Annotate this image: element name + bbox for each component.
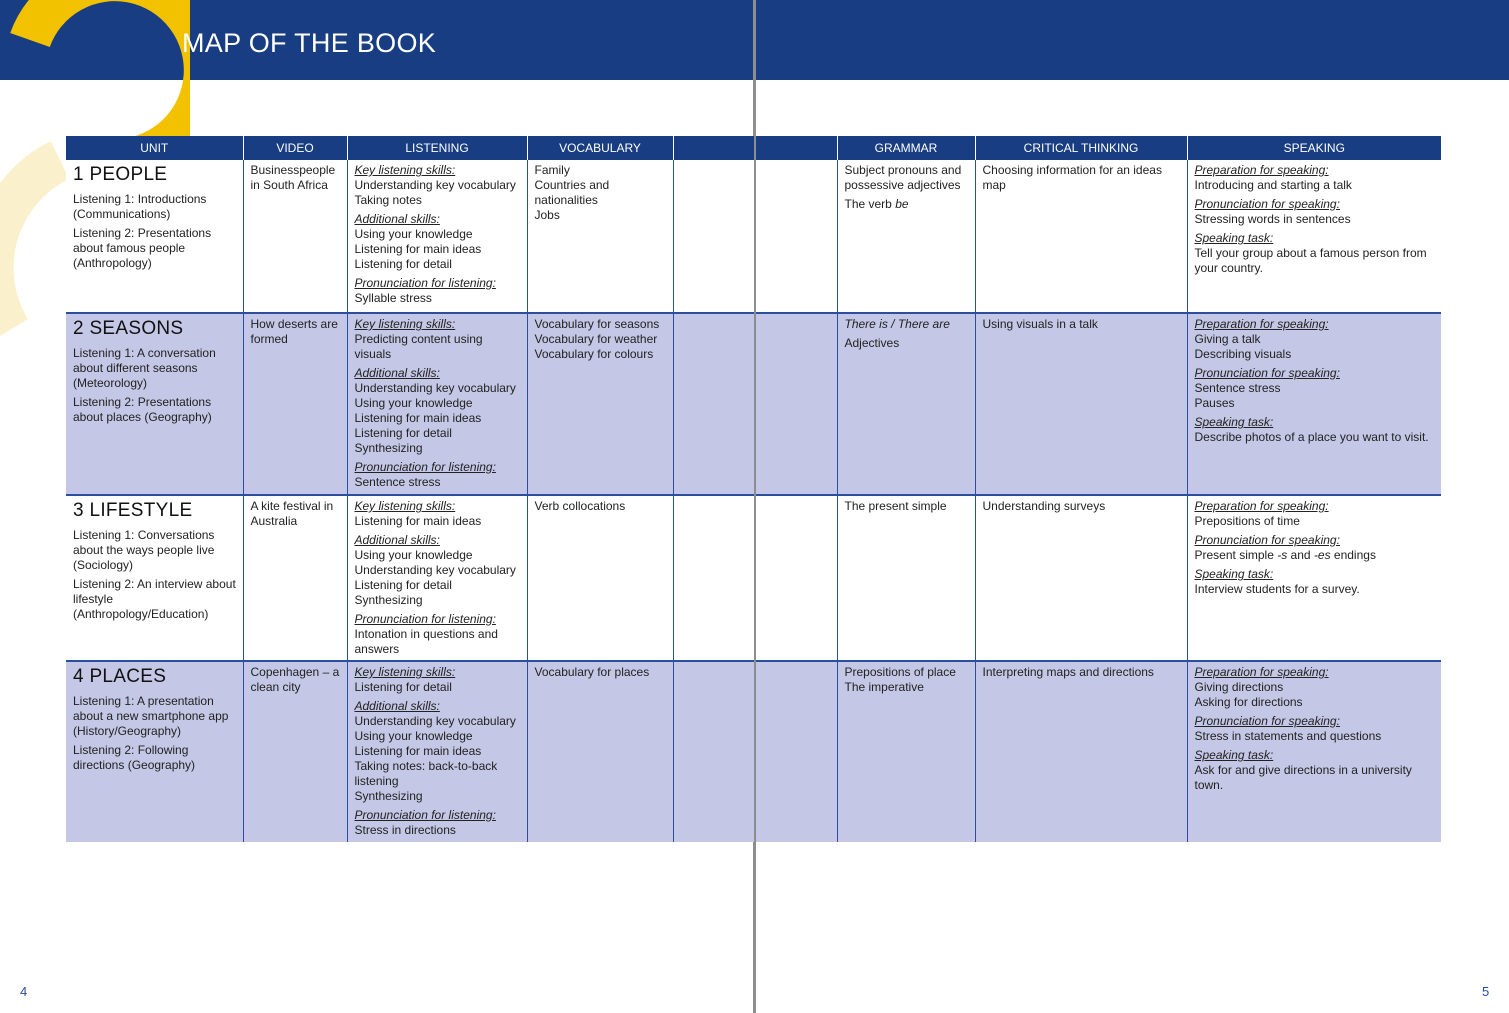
speaking-cell bbox=[1187, 661, 1441, 842]
grammar-cell bbox=[837, 495, 975, 661]
critical-thinking-cell bbox=[975, 313, 1187, 495]
table-row bbox=[66, 313, 754, 495]
unit-title: 1 PEOPLE bbox=[73, 164, 168, 185]
grammar-item: The imperative bbox=[844, 680, 924, 694]
table-row bbox=[66, 661, 754, 842]
skill-item: Asking for directions bbox=[1194, 695, 1303, 709]
skill-item: Introducing and starting a talk bbox=[1194, 178, 1352, 192]
col-header-unit: UNIT bbox=[66, 136, 243, 160]
critical-thinking-text: Choosing information for an ideas map bbox=[982, 163, 1162, 192]
pronunciation-speaking-heading: Pronunciation for speaking: bbox=[1194, 533, 1340, 547]
vocab-item: Family bbox=[534, 163, 570, 177]
skill-item bbox=[1195, 548, 1436, 563]
speaking-task-heading: Speaking task: bbox=[1194, 231, 1274, 245]
unit-title: 3 LIFESTYLE bbox=[73, 500, 193, 521]
speaking-task: Describe photos of a place you want to visit. bbox=[1194, 430, 1429, 444]
skill-item: Using your knowledge bbox=[354, 729, 473, 743]
unit-listening-2: Listening 2: An interview about lifestyle (Anthropology/Education) bbox=[73, 577, 236, 621]
grammar-text: The verb bbox=[844, 197, 896, 211]
pronunciation-speaking-heading: Pronunciation for speaking: bbox=[1194, 197, 1340, 211]
key-listening-heading: Key listening skills: bbox=[354, 317, 456, 331]
page-title: MAP OF THE BOOK bbox=[182, 28, 437, 58]
vocab-item: Vocabulary for places bbox=[534, 665, 650, 679]
pron-suffix-s: -s bbox=[1277, 548, 1288, 562]
grammar-item bbox=[845, 197, 969, 212]
skill-item: Syllable stress bbox=[354, 291, 432, 305]
skill-item: Taking notes bbox=[354, 193, 422, 207]
additional-skills-heading: Additional skills: bbox=[354, 533, 440, 547]
empty-cell bbox=[673, 661, 754, 842]
video-cell bbox=[243, 160, 347, 313]
skill-item: Listening for detail bbox=[354, 680, 452, 694]
speaking-task: Ask for and give directions in a university town. bbox=[1194, 763, 1412, 792]
col-header-critical-thinking: CRITICAL THINKING bbox=[975, 136, 1187, 160]
vocab-item: Verb collocations bbox=[534, 499, 626, 513]
table-row bbox=[66, 495, 754, 661]
grammar-item: Subject pronouns and possessive adjectives bbox=[844, 163, 962, 192]
listening-cell bbox=[347, 160, 527, 313]
prep-speaking-heading: Preparation for speaking: bbox=[1194, 665, 1329, 679]
skill-item: Synthesizing bbox=[354, 593, 423, 607]
skill-item: Listening for detail bbox=[354, 578, 452, 592]
vocab-item: Countries and nationalities bbox=[534, 178, 610, 207]
unit-listening-2: Listening 2: Presentations about famous people (Anthropology) bbox=[73, 226, 212, 270]
grammar-item: There is / There are bbox=[844, 317, 950, 331]
pronunciation-listening-heading: Pronunciation for listening: bbox=[354, 460, 496, 474]
speaking-cell bbox=[1187, 495, 1441, 661]
skill-item: Predicting content using visuals bbox=[354, 332, 483, 361]
page-number-right: 5 bbox=[1482, 984, 1490, 999]
speaking-cell bbox=[1187, 160, 1441, 313]
video-title: Copenhagen – a clean city bbox=[250, 665, 340, 694]
skill-item: Listening for main ideas bbox=[354, 744, 482, 758]
skill-item: Synthesizing bbox=[354, 441, 423, 455]
unit-cell bbox=[66, 661, 243, 842]
prep-speaking-heading: Preparation for speaking: bbox=[1194, 163, 1329, 177]
header-band-right bbox=[756, 0, 1509, 80]
grammar-item: Prepositions of place bbox=[844, 665, 956, 679]
unit-listening-1: Listening 1: Introductions (Communications) bbox=[73, 192, 207, 221]
col-header-speaking: SPEAKING bbox=[1187, 136, 1441, 160]
empty-cell bbox=[756, 313, 837, 495]
skill-item: Synthesizing bbox=[354, 789, 423, 803]
grammar-cell bbox=[837, 160, 975, 313]
unit-listening-1: Listening 1: Conversations about the ways people live (Sociology) bbox=[73, 528, 215, 572]
skill-item: Listening for main ideas bbox=[354, 242, 482, 256]
critical-thinking-cell bbox=[975, 160, 1187, 313]
grammar-text-italic: be bbox=[895, 197, 909, 211]
skill-item: Sentence stress bbox=[354, 475, 441, 489]
pronunciation-listening-heading: Pronunciation for listening: bbox=[354, 612, 496, 626]
skill-item: Listening for detail bbox=[354, 426, 452, 440]
empty-cell bbox=[756, 661, 837, 842]
critical-thinking-text: Understanding surveys bbox=[982, 499, 1106, 513]
skill-item: Taking notes: back-to-back listening bbox=[354, 759, 498, 788]
pronunciation-speaking-heading: Pronunciation for speaking: bbox=[1194, 366, 1340, 380]
pronunciation-listening-heading: Pronunciation for listening: bbox=[354, 276, 496, 290]
grammar-item: The present simple bbox=[844, 499, 947, 513]
key-listening-heading: Key listening skills: bbox=[354, 163, 456, 177]
skill-item: Using your knowledge bbox=[354, 227, 473, 241]
col-header-video: VIDEO bbox=[243, 136, 347, 160]
vocab-item: Vocabulary for colours bbox=[534, 347, 654, 361]
table-row bbox=[756, 313, 1441, 495]
skill-item: Stressing words in sentences bbox=[1194, 212, 1351, 226]
map-table-right bbox=[756, 136, 1441, 842]
speaking-task-heading: Speaking task: bbox=[1194, 567, 1274, 581]
speaking-task: Interview students for a survey. bbox=[1194, 582, 1360, 596]
skill-item: Pauses bbox=[1194, 396, 1235, 410]
skill-item: Describing visuals bbox=[1194, 347, 1292, 361]
skill-item: Stress in statements and questions bbox=[1194, 729, 1382, 743]
skill-item: Using your knowledge bbox=[354, 396, 473, 410]
empty-cell bbox=[673, 313, 754, 495]
vocabulary-cell bbox=[527, 160, 673, 313]
table-row bbox=[756, 495, 1441, 661]
skill-item: Using your knowledge bbox=[354, 548, 473, 562]
unit-title: 2 SEASONS bbox=[73, 318, 184, 339]
skill-item: Giving a talk bbox=[1194, 332, 1261, 346]
key-listening-heading: Key listening skills: bbox=[354, 665, 456, 679]
col-header-listening: LISTENING bbox=[347, 136, 527, 160]
additional-skills-heading: Additional skills: bbox=[354, 699, 440, 713]
pron-text: and bbox=[1287, 548, 1314, 562]
table-row bbox=[756, 160, 1441, 313]
skill-item: Sentence stress bbox=[1194, 381, 1281, 395]
vocabulary-cell bbox=[527, 495, 673, 661]
grammar-item: Adjectives bbox=[844, 336, 900, 350]
unit-title: 4 PLACES bbox=[73, 666, 167, 687]
critical-thinking-text: Using visuals in a talk bbox=[982, 317, 1098, 331]
skill-item: Stress in directions bbox=[354, 823, 456, 837]
col-header-empty bbox=[673, 136, 754, 160]
additional-skills-heading: Additional skills: bbox=[354, 212, 440, 226]
pronunciation-speaking-heading: Pronunciation for speaking: bbox=[1194, 714, 1340, 728]
table-row bbox=[66, 160, 754, 313]
listening-cell bbox=[347, 495, 527, 661]
empty-cell bbox=[756, 495, 837, 661]
skill-item: Understanding key vocabulary bbox=[354, 381, 516, 395]
pron-text: endings bbox=[1330, 548, 1376, 562]
skill-item: Prepositions of time bbox=[1194, 514, 1300, 528]
skill-item: Understanding key vocabulary bbox=[354, 714, 516, 728]
skill-item: Listening for main ideas bbox=[354, 411, 482, 425]
unit-listening-1: Listening 1: A conversation about different seasons (Meteorology) bbox=[73, 346, 216, 390]
skill-item: Listening for detail bbox=[354, 257, 452, 271]
video-title: A kite festival in Australia bbox=[250, 499, 334, 528]
video-cell bbox=[243, 313, 347, 495]
pron-text: Present simple bbox=[1194, 548, 1278, 562]
skill-item: Understanding key vocabulary bbox=[354, 178, 516, 192]
listening-cell bbox=[347, 661, 527, 842]
unit-listening-2: Listening 2: Following directions (Geography) bbox=[73, 743, 196, 772]
critical-thinking-text: Interpreting maps and directions bbox=[982, 665, 1154, 679]
col-header-vocabulary: VOCABULARY bbox=[527, 136, 673, 160]
vocabulary-cell bbox=[527, 313, 673, 495]
vocabulary-cell bbox=[527, 661, 673, 842]
speaking-task: Tell your group about a famous person from your country. bbox=[1194, 246, 1427, 275]
pronunciation-listening-heading: Pronunciation for listening: bbox=[354, 808, 496, 822]
critical-thinking-cell bbox=[975, 661, 1187, 842]
vocab-item: Vocabulary for seasons bbox=[534, 317, 660, 331]
speaking-task-heading: Speaking task: bbox=[1194, 748, 1274, 762]
listening-cell bbox=[347, 313, 527, 495]
speaking-cell bbox=[1187, 313, 1441, 495]
unit-listening-2: Listening 2: Presentations about places (Geography) bbox=[73, 395, 212, 424]
table-header-row bbox=[756, 136, 1441, 160]
table-header-row bbox=[66, 136, 754, 160]
skill-item: Understanding key vocabulary bbox=[354, 563, 516, 577]
prep-speaking-heading: Preparation for speaking: bbox=[1194, 499, 1329, 513]
grammar-cell bbox=[837, 661, 975, 842]
vocab-item: Jobs bbox=[534, 208, 560, 222]
video-title: How deserts are formed bbox=[250, 317, 338, 346]
unit-cell bbox=[66, 313, 243, 495]
table-row bbox=[756, 661, 1441, 842]
page-number-left: 4 bbox=[20, 984, 28, 999]
col-header-grammar: GRAMMAR bbox=[837, 136, 975, 160]
key-listening-heading: Key listening skills: bbox=[354, 499, 456, 513]
unit-cell bbox=[66, 160, 243, 313]
vocab-item: Vocabulary for weather bbox=[534, 332, 658, 346]
skill-item: Intonation in questions and answers bbox=[354, 627, 498, 656]
pron-suffix-es: -es bbox=[1313, 548, 1331, 562]
col-header-empty bbox=[756, 136, 837, 160]
skill-item: Listening for main ideas bbox=[354, 514, 482, 528]
empty-cell bbox=[756, 160, 837, 313]
prep-speaking-heading: Preparation for speaking: bbox=[1194, 317, 1329, 331]
empty-cell bbox=[673, 160, 754, 313]
unit-cell bbox=[66, 495, 243, 661]
skill-item: Giving directions bbox=[1194, 680, 1284, 694]
video-cell bbox=[243, 495, 347, 661]
critical-thinking-cell bbox=[975, 495, 1187, 661]
video-cell bbox=[243, 661, 347, 842]
map-table-left bbox=[66, 136, 754, 842]
video-title: Businesspeople in South Africa bbox=[250, 163, 336, 192]
grammar-cell bbox=[837, 313, 975, 495]
additional-skills-heading: Additional skills: bbox=[354, 366, 440, 380]
unit-listening-1: Listening 1: A presentation about a new smartphone app (History/Geography) bbox=[73, 694, 229, 738]
speaking-task-heading: Speaking task: bbox=[1194, 415, 1274, 429]
empty-cell bbox=[673, 495, 754, 661]
